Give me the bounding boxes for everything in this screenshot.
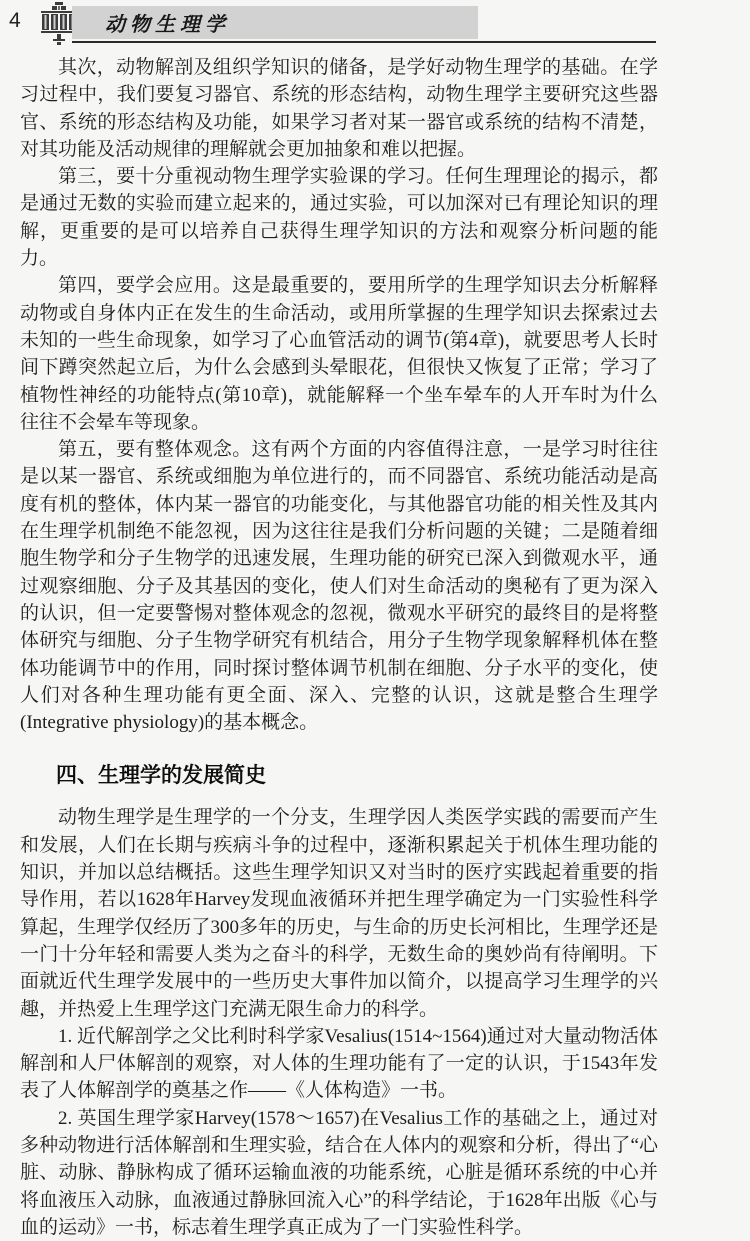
body-paragraph: 第四，要学会应用。这是最重要的，要用所学的生理学知识去分析解释动物或自身体内正在发生的生命活动，或用所掌握的生理学知识去探索过去未知的一些生命现象，如学习了心血管活动的调节(第4章)，就要思考人长时间下蹲突然起立后，为什么会感到头晕眼花，但很快又恢复了正常；学习了植物性神经的功能特点(第10章)，就能解释一个坐车晕车的人开车时为什么往往不会晕车等现象。 xyxy=(20,275,658,433)
body-paragraph: 第三，要十分重视动物生理学实验课的学习。任何生理理论的揭示，都是通过无数的实验而建立起来的，通过实验，可以加深对已有理论知识的理解，更重要的是可以培养自己获得生理学知识的方法和观察分析问题的能力。 xyxy=(20,166,658,270)
body-paragraph: 第五，要有整体观念。这有两个方面的内容值得注意，一是学习时往往是以某一器官、系统或细胞为单位进行的，而不同器官、系统功能活动是高度有机的整体，体内某一器官的功能变化，与其他器官功能的相关性及其内在生理学机制绝不能忽视，因为这往往是我们分析问题的关键；二是随着细胞生物学和分子生物学的迅速发展，生理功能的研究已深入到微观水平，通过观察细胞、分子及其基因的变化，使人们对生命活动的奥秘有了更为深入的认识，但一定要警惕对整体观念的忽视，微观水平研究的最终目的是将整体研究与细胞、分子生物学研究有机结合，用分子生物学现象解释机体在整体功能调节中的作用，同时探讨整体调节机制在细胞、分子水平的变化，使人们对各种生理功能有更全面、深入、完整的认识，这就是整合生理学(Integrative physiology)的基本概念。 xyxy=(20,439,658,734)
body-paragraph: 动物生理学是生理学的一个分支，生理学因人类医学实践的需要而产生和发展，人们在长期与疾病斗争的过程中，逐渐积累起关于机体生理功能的知识，并加以总结概括。这些生理学知识又对当时的医疗实践起着重要的指导作用，若以1628年Harvey发现血液循环并把生理学确定为一门实验性科学算起，生理学仅经历了300多年的历史，与生命的历史长河相比，生理学还是一门十分年轻和需要人类为之奋斗的科学，无数生命的奥妙尚有待阐明。下面就近代生理学发展中的一些历史大事件加以简介，以提高学习生理学的兴趣，并热爱上生理学这门充满无限生命力的科学。 xyxy=(20,807,658,1020)
body-paragraph: 1. 近代解剖学之父比利时科学家Vesalius(1514~1564)通过对大量动物活体解剖和人尸体解剖的观察，对人体的生理功能有了一定的认识，于1543年发表了人体解剖学的奠基之作——《人体构造》一书。 xyxy=(20,1025,658,1102)
body-paragraph: 其次，动物解剖及组织学知识的储备，是学好动物生理学的基础。在学习过程中，我们要复习器官、系统的形态结构，动物生理学主要研究这些器官、系统的形态结构及功能，如果学习者对某一器官或系统的结构不清楚，对其功能及活动规律的理解就会更加抽象和难以把握。 xyxy=(20,57,658,160)
body-paragraph: 2. 英国生理学家Harvey(1578～1657)在Vesalius工作的基础之上，通过对多种动物进行活体解剖和生理实验，结合在人体内的观察和分析，得出了“心脏、动脉、静脉构成了循环运输血液的功能系统，心脏是循环系统的中心并将血液压入动脉，血液通过静脉回流入心”的科学结论，于1628年出版《心与血的运动》一书，标志着生理学真正成为了一门实验性科学。 xyxy=(20,1107,658,1238)
running-title-bar xyxy=(72,6,478,39)
page-body xyxy=(20,54,658,1241)
page-header xyxy=(0,0,750,46)
page-number: 4 xyxy=(9,9,21,32)
book-title: 动物生理学 xyxy=(105,12,230,36)
header-rule xyxy=(72,6,656,43)
section-heading: 四、生理学的发展简史 xyxy=(56,764,266,788)
